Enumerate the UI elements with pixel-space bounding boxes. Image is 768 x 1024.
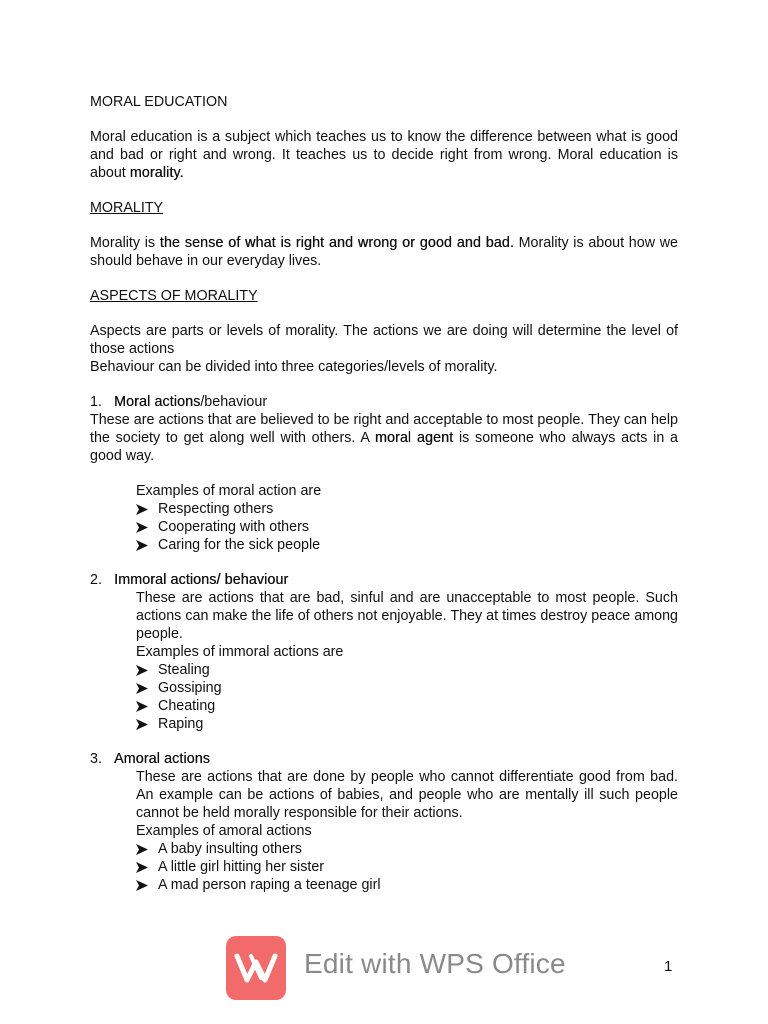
section-1-description bbox=[90, 411, 678, 465]
section-1-desc-text: These are actions that are believed to be right and acceptable to most people. They can help the society to get along well with others. A bbox=[90, 412, 678, 446]
list-item-text: Caring for the sick people bbox=[158, 537, 321, 553]
morality-paragraph bbox=[90, 234, 678, 270]
section-1-examples-label: Examples of moral action are bbox=[136, 483, 322, 499]
list-item bbox=[136, 536, 678, 554]
section-1-title: Moral actions bbox=[114, 394, 201, 410]
section-2-examples-label: Examples of immoral actions are bbox=[136, 644, 344, 660]
section-3-description: These are actions that are done by people who cannot differentiate good from bad. An example can be actions of babies, and people who are mentally ill such people cannot be held morally responsible for their actions. bbox=[136, 769, 678, 821]
intro-text: Moral education is a subject which teaches us to know the difference between what is good and bad or right and wrong. It teaches us to decide right from wrong. Moral education is about bbox=[90, 129, 678, 181]
arrow-bullet-icon bbox=[136, 540, 158, 551]
list-item bbox=[136, 840, 678, 858]
list-item bbox=[136, 697, 678, 715]
list-item-text: Stealing bbox=[158, 662, 210, 678]
page-number: 1 bbox=[664, 958, 673, 975]
wps-logo-icon[interactable] bbox=[226, 936, 286, 1000]
list-item-text: Respecting others bbox=[158, 501, 274, 517]
morality-text-post: Morality is about how we should behave in our everyday lives. bbox=[90, 235, 678, 269]
morality-heading: MORALITY bbox=[90, 200, 164, 216]
section-3-number: 3. bbox=[90, 751, 102, 767]
list-item bbox=[136, 500, 678, 518]
list-item-text: Raping bbox=[158, 716, 204, 732]
edit-with-wps-link[interactable]: Edit with WPS Office bbox=[304, 948, 566, 979]
section-1-desc-post: is someone who always acts in a good way. bbox=[90, 430, 679, 464]
section-1-desc-emphasis-2: agent bbox=[416, 430, 454, 446]
section-1-title-suffix: /behaviour bbox=[200, 394, 268, 410]
arrow-bullet-icon bbox=[136, 504, 158, 515]
arrow-bullet-icon bbox=[136, 862, 158, 873]
list-item bbox=[136, 858, 678, 876]
list-item-text: A mad person raping a teenage girl bbox=[158, 877, 381, 893]
list-item bbox=[136, 876, 678, 894]
list-item-text: Gossiping bbox=[158, 680, 222, 696]
section-1-example-list bbox=[136, 500, 678, 554]
arrow-bullet-icon bbox=[136, 719, 158, 730]
section-1-heading bbox=[90, 393, 678, 411]
section-3-examples-label: Examples of amoral actions bbox=[136, 823, 312, 839]
section-1-number: 1. bbox=[90, 394, 102, 410]
arrow-bullet-icon bbox=[136, 522, 158, 533]
list-item-text: A little girl hitting her sister bbox=[158, 859, 325, 875]
arrow-bullet-icon bbox=[136, 665, 158, 676]
section-3-body bbox=[136, 768, 678, 894]
section-3-example-list bbox=[136, 840, 678, 894]
arrow-bullet-icon bbox=[136, 844, 158, 855]
section-2-heading bbox=[90, 571, 678, 589]
section-2-number: 2. bbox=[90, 572, 102, 588]
list-item-text: A baby insulting others bbox=[158, 841, 302, 857]
intro-paragraph bbox=[90, 128, 678, 182]
document-page bbox=[90, 93, 678, 894]
list-item-text: Cheating bbox=[158, 698, 216, 714]
list-item bbox=[136, 661, 678, 679]
section-1-desc-mid: l bbox=[407, 430, 417, 446]
doc-title: MORAL EDUCATION bbox=[90, 94, 228, 110]
list-item bbox=[136, 518, 678, 536]
aspects-paragraph-2: Behaviour can be divided into three categories/levels of morality. bbox=[90, 359, 498, 375]
section-2-body bbox=[136, 589, 678, 733]
section-2-description: These are actions that are bad, sinful and are unacceptable to most people. Such actions can make the life of others not enjoyable. They at times destroy peace among people. bbox=[136, 590, 678, 642]
list-item bbox=[136, 679, 678, 697]
aspects-paragraph-1: Aspects are parts or levels of morality. The actions we are doing will determine the level of those actions bbox=[90, 323, 678, 357]
morality-text-pre: Morality is bbox=[90, 235, 160, 251]
arrow-bullet-icon bbox=[136, 683, 158, 694]
section-1-desc-emphasis-1: mora bbox=[374, 430, 408, 446]
morality-emphasis: the sense of what is right and wrong or good and bad. bbox=[159, 235, 514, 251]
list-item-text: Cooperating with others bbox=[158, 519, 309, 535]
arrow-bullet-icon bbox=[136, 880, 158, 891]
section-3-title: Amoral actions bbox=[114, 751, 210, 767]
list-item bbox=[136, 715, 678, 733]
intro-emphasis: morality. bbox=[129, 165, 184, 181]
section-3-heading bbox=[90, 750, 678, 768]
arrow-bullet-icon bbox=[136, 701, 158, 712]
section-2-example-list bbox=[136, 661, 678, 733]
aspects-heading: ASPECTS OF MORALITY bbox=[90, 288, 258, 304]
section-2-title: Immoral actions/ behaviour bbox=[114, 572, 289, 588]
section-1-examples bbox=[136, 482, 678, 554]
